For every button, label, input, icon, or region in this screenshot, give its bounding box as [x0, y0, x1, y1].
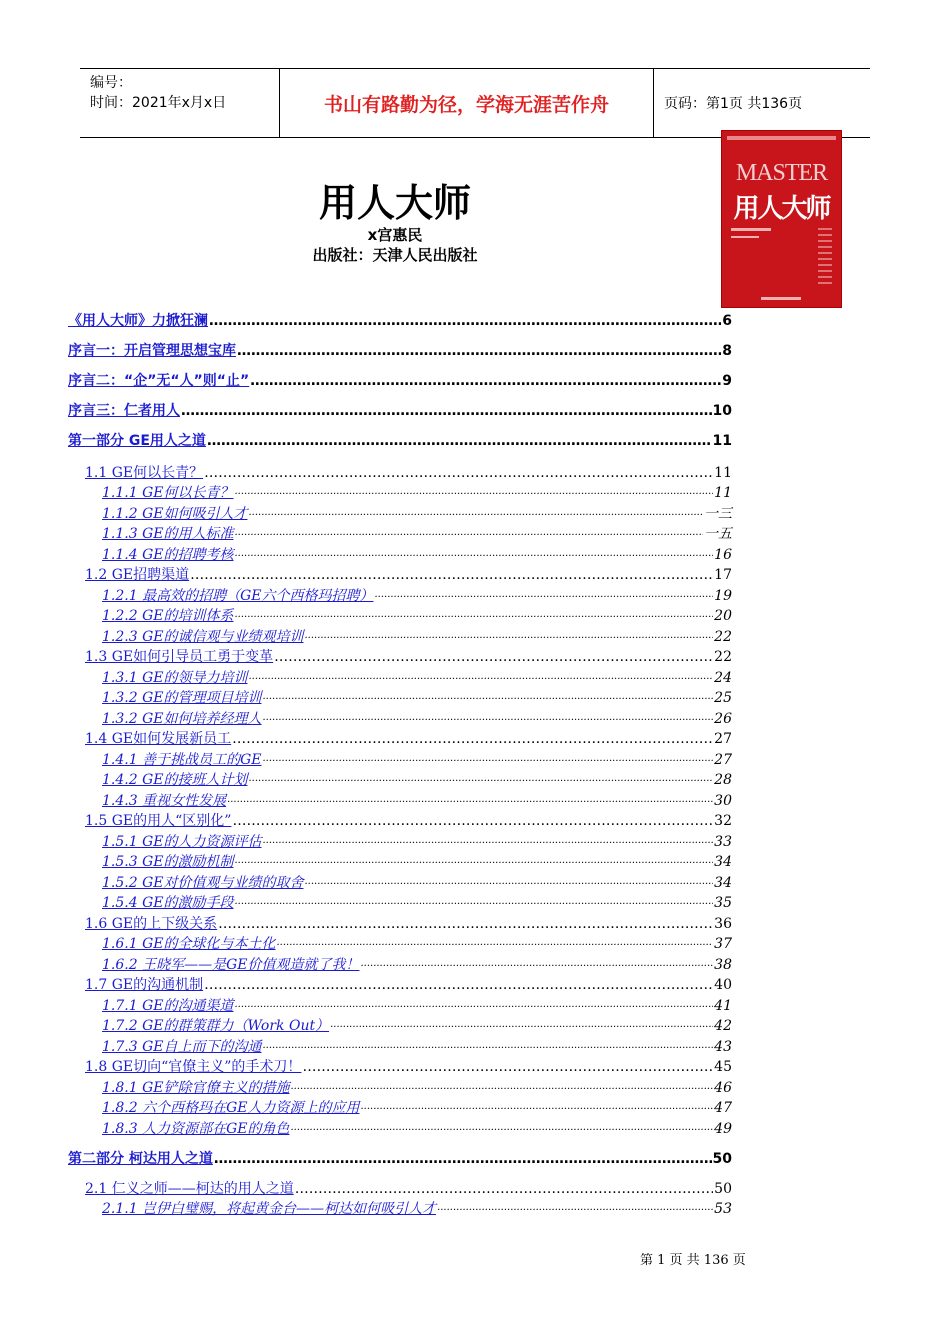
toc-entry-link[interactable]: 1.4.2 GE的接班人计划	[102, 772, 248, 788]
toc-entry[interactable]	[85, 1056, 732, 1076]
toc-page-number: 20	[714, 608, 732, 624]
toc-entry[interactable]	[85, 564, 732, 584]
toc-entry-link[interactable]: 1.6.2 王晓军——是GE价值观造就了我！	[102, 957, 360, 973]
toc-page-number: 16	[714, 547, 732, 563]
toc-page-number: 9	[722, 373, 732, 389]
toc-entry[interactable]	[102, 769, 732, 789]
toc-page-number: 47	[714, 1100, 732, 1116]
toc-entry-link[interactable]: 1.3.2 GE的管理项目培训	[102, 690, 262, 706]
toc-page-number: 一五	[704, 526, 732, 542]
toc-entry[interactable]	[102, 482, 732, 502]
toc-entry[interactable]	[102, 1015, 732, 1035]
toc-entry-link[interactable]: 1.2.2 GE的培训体系	[102, 608, 234, 624]
toc-leader-dots	[295, 1181, 713, 1197]
toc-entry-link[interactable]: 1.5 GE的用人“区别化”	[85, 813, 232, 829]
toc-entry-link[interactable]: 1.2.3 GE的诚信观与业绩观培训	[102, 629, 304, 645]
toc-entry[interactable]	[102, 1036, 732, 1056]
toc-page-number: 27	[714, 752, 732, 768]
toc-entry[interactable]	[102, 523, 732, 543]
header-motto: 书山有路勤为径，学海无涯苦作舟	[280, 69, 654, 137]
book-author: x宫惠民	[367, 226, 423, 244]
toc-page-number: 41	[714, 998, 732, 1014]
toc-entry-link[interactable]: 1.7 GE的沟通机制	[85, 977, 204, 993]
toc-page-number: 11	[714, 485, 732, 501]
toc-entry[interactable]	[102, 1118, 732, 1138]
toc-entry-link[interactable]: 1.7.3 GE自上而下的沟通	[102, 1039, 262, 1055]
toc-leader-dots	[248, 772, 713, 788]
toc-leader-dots	[262, 690, 713, 706]
toc-entry-link[interactable]: 1.8 GE切向“官僚主义”的手术刀！	[85, 1059, 302, 1075]
toc-leader-dots	[232, 731, 713, 747]
time-label: 时间：2021年x月x日	[90, 95, 227, 111]
toc-page-number: 50	[712, 1151, 732, 1167]
toc-entry-link[interactable]: 1.3.2 GE如何培养经理人	[102, 711, 262, 727]
toc-entry-link[interactable]: 第一部分 GE用人之道	[68, 433, 206, 449]
toc-entry-link[interactable]: 序言三：仁者用人	[68, 403, 180, 419]
toc-leader-dots	[276, 936, 713, 952]
toc-entry-link[interactable]: 1.3.1 GE的领导力培训	[102, 670, 248, 686]
header-meta	[80, 69, 280, 137]
toc-leader-dots	[248, 506, 703, 522]
toc-entry-link[interactable]: 《用人大师》力掀狂澜	[68, 313, 208, 329]
toc-leader-dots	[227, 793, 713, 809]
toc-page-number: 一三	[704, 506, 732, 522]
toc-entry-link[interactable]: 2.1 仁义之师——柯达的用人之道	[85, 1181, 294, 1197]
toc-entry[interactable]	[85, 462, 732, 482]
toc-page-number: 27	[714, 731, 732, 747]
toc-page-number: 40	[714, 977, 732, 993]
toc-entry-link[interactable]: 1.6 GE的上下级关系	[85, 916, 218, 932]
toc-entry[interactable]	[85, 913, 732, 933]
toc-entry-link[interactable]: 1.8.1 GE铲除官僚主义的措施	[102, 1080, 290, 1096]
toc-page-number: 24	[714, 670, 732, 686]
toc-page-number: 45	[714, 1059, 732, 1075]
toc-leader-dots	[234, 547, 713, 563]
toc-page-number: 32	[714, 813, 732, 829]
toc-entry[interactable]	[68, 430, 732, 450]
toc-entry[interactable]	[68, 310, 732, 330]
toc-page-number: 19	[714, 588, 732, 604]
toc-leader-dots	[274, 649, 713, 665]
toc-page-number: 10	[712, 403, 732, 419]
toc-page-number: 11	[712, 433, 732, 449]
toc-entry-link[interactable]: 1.5.4 GE的激励手段	[102, 895, 234, 911]
toc-leader-dots	[330, 1018, 713, 1034]
toc-leader-dots	[218, 916, 713, 932]
toc-entry[interactable]	[102, 1198, 732, 1218]
toc-leader-dots	[204, 977, 713, 993]
toc-leader-dots	[262, 1039, 713, 1055]
toc-page-number: 6	[722, 313, 732, 329]
toc-entry[interactable]	[102, 544, 732, 564]
toc-entry-link[interactable]: 1.4.1 善于挑战员工的GE	[102, 752, 262, 768]
toc-entry-link[interactable]: 序言二：“企”无“人”则“止”	[68, 373, 250, 389]
toc-entry[interactable]	[102, 954, 732, 974]
toc-entry[interactable]	[102, 872, 732, 892]
toc-entry-link[interactable]: 1.6.1 GE的全球化与本土化	[102, 936, 276, 952]
toc-entry-link[interactable]: 1.7.1 GE的沟通渠道	[102, 998, 234, 1014]
toc-page-number: 37	[714, 936, 732, 952]
toc-entry-link[interactable]: 序言一：开启管理思想宝库	[68, 343, 236, 359]
toc-entry[interactable]	[102, 1077, 732, 1097]
toc-entry-link[interactable]: 1.4 GE如何发展新员工	[85, 731, 232, 747]
toc-leader-dots	[204, 465, 713, 481]
toc-leader-dots	[234, 854, 713, 870]
toc-entry[interactable]	[85, 810, 732, 830]
toc-entry-link[interactable]: 1.1.1 GE何以长青？	[102, 485, 234, 501]
page-footer: 第 1 页 共 136 页	[640, 1253, 746, 1268]
toc-page-number: 50	[714, 1181, 732, 1197]
toc-entry[interactable]	[102, 1097, 732, 1117]
toc-page-number: 33	[714, 834, 732, 850]
toc-entry-link[interactable]: 1.1.2 GE如何吸引人才	[102, 506, 248, 522]
toc-entry[interactable]	[102, 626, 732, 646]
toc-leader-dots	[374, 588, 713, 604]
cover-en-title: MASTER	[735, 160, 828, 186]
toc-leader-dots	[214, 1151, 712, 1167]
toc-page-number: 8	[722, 343, 732, 359]
document-header	[80, 68, 870, 138]
toc-entry[interactable]	[85, 728, 732, 748]
toc-entry[interactable]	[102, 892, 732, 912]
toc-entry[interactable]	[85, 1178, 732, 1198]
toc-leader-dots	[437, 1201, 713, 1217]
toc-entry[interactable]	[102, 933, 732, 953]
toc-entry-link[interactable]: 1.8.3 人力资源部在GE的角色	[102, 1121, 290, 1137]
toc-entry-link[interactable]: 第二部分 柯达用人之道	[68, 1151, 213, 1167]
toc-page-number: 34	[714, 854, 732, 870]
toc-entry-link[interactable]: 1.5.2 GE对价值观与业绩的取舍	[102, 875, 304, 891]
toc-page-number: 22	[714, 629, 732, 645]
toc-page-number: 36	[714, 916, 732, 932]
toc-leader-dots	[290, 1121, 713, 1137]
toc-page-number: 46	[714, 1080, 732, 1096]
toc-entry-link[interactable]: 1.5.1 GE的人力资源评估	[102, 834, 262, 850]
toc-entry-link[interactable]: 1.2 GE招聘渠道	[85, 567, 190, 583]
toc-leader-dots	[262, 752, 713, 768]
toc-leader-dots	[302, 1059, 713, 1075]
toc-entry-link[interactable]: 1.1.3 GE的用人标准	[102, 526, 234, 542]
toc-entry[interactable]	[102, 687, 732, 707]
toc-leader-dots	[304, 629, 713, 645]
toc-entry[interactable]	[68, 400, 732, 420]
toc-entry[interactable]	[85, 974, 732, 994]
toc-leader-dots	[234, 998, 713, 1014]
toc-leader-dots	[234, 895, 713, 911]
toc-page-number: 34	[714, 875, 732, 891]
toc-entry-link[interactable]: 1.1.4 GE的招聘考核	[102, 547, 234, 563]
toc-entry[interactable]	[102, 585, 732, 605]
toc-page-number: 38	[714, 957, 732, 973]
toc-entry[interactable]	[85, 646, 732, 666]
cover-zh-title: 用人大师	[733, 194, 830, 224]
toc-entry-link[interactable]: 1.8.2 六个西格玛在GE人力资源上的应用	[102, 1100, 360, 1116]
toc-page-number: 53	[714, 1201, 732, 1217]
toc-leader-dots	[181, 403, 712, 419]
toc-leader-dots	[360, 957, 713, 973]
toc-page-number: 49	[714, 1121, 732, 1137]
toc-entry-link[interactable]: 1.1 GE何以长青？	[85, 465, 204, 481]
toc-leader-dots	[234, 526, 703, 542]
toc-entry-link[interactable]: 2.1.1 岂伊白璧赐，将起黄金台——柯达如何吸引人才	[102, 1201, 437, 1217]
toc-entry-link[interactable]: 1.5.3 GE的激励机制	[102, 854, 234, 870]
toc-entry[interactable]	[102, 708, 732, 728]
toc-entry-link[interactable]: 1.3 GE如何引导员工勇于变革	[85, 649, 274, 665]
toc-entry-link[interactable]: 1.7.2 GE的群策群力（Work Out）	[102, 1018, 330, 1034]
toc-page-number: 30	[714, 793, 732, 809]
book-title: 用人大师	[318, 181, 471, 225]
toc-leader-dots	[304, 875, 713, 891]
toc-leader-dots	[248, 670, 713, 686]
toc-page-number: 26	[714, 711, 732, 727]
toc-entry-link[interactable]: 1.4.3 重视女性发展	[102, 793, 227, 809]
toc-page-number: 43	[714, 1039, 732, 1055]
toc-leader-dots	[250, 373, 721, 389]
toc-leader-dots	[237, 343, 721, 359]
toc-entry[interactable]	[102, 667, 732, 687]
toc-leader-dots	[234, 485, 713, 501]
toc-entry-link[interactable]: 1.2.1 最高效的招聘（GE六个西格玛招聘）	[102, 588, 374, 604]
toc-leader-dots	[209, 313, 721, 329]
toc-entry[interactable]	[102, 503, 732, 523]
toc-leader-dots	[234, 608, 713, 624]
toc-entry[interactable]	[102, 749, 732, 769]
toc-entry[interactable]	[102, 995, 732, 1015]
toc-page-number: 11	[714, 465, 732, 481]
toc-leader-dots	[232, 813, 713, 829]
toc-entry[interactable]	[68, 340, 732, 360]
toc-entry[interactable]	[68, 1148, 732, 1168]
toc-leader-dots	[360, 1100, 713, 1116]
toc-page-number: 25	[714, 690, 732, 706]
toc-page-number: 22	[714, 649, 732, 665]
toc-leader-dots	[262, 834, 713, 850]
toc-leader-dots	[190, 567, 713, 583]
serial-label: 编号：	[90, 75, 132, 91]
toc-leader-dots	[290, 1080, 713, 1096]
toc-page-number: 42	[714, 1018, 732, 1034]
header-page-info: 页码：第1页 共136页	[664, 96, 803, 112]
toc-entry[interactable]	[102, 605, 732, 625]
toc-leader-dots	[207, 433, 712, 449]
toc-entry[interactable]	[68, 370, 732, 390]
toc-entry[interactable]	[102, 831, 732, 851]
toc-page-number: 28	[714, 772, 732, 788]
toc-page-number: 17	[714, 567, 732, 583]
toc-entry[interactable]	[102, 851, 732, 871]
toc-leader-dots	[262, 711, 713, 727]
toc-entry[interactable]	[102, 790, 732, 810]
book-publisher: 出版社：天津人民出版社	[312, 246, 478, 264]
toc-page-number: 35	[714, 895, 732, 911]
